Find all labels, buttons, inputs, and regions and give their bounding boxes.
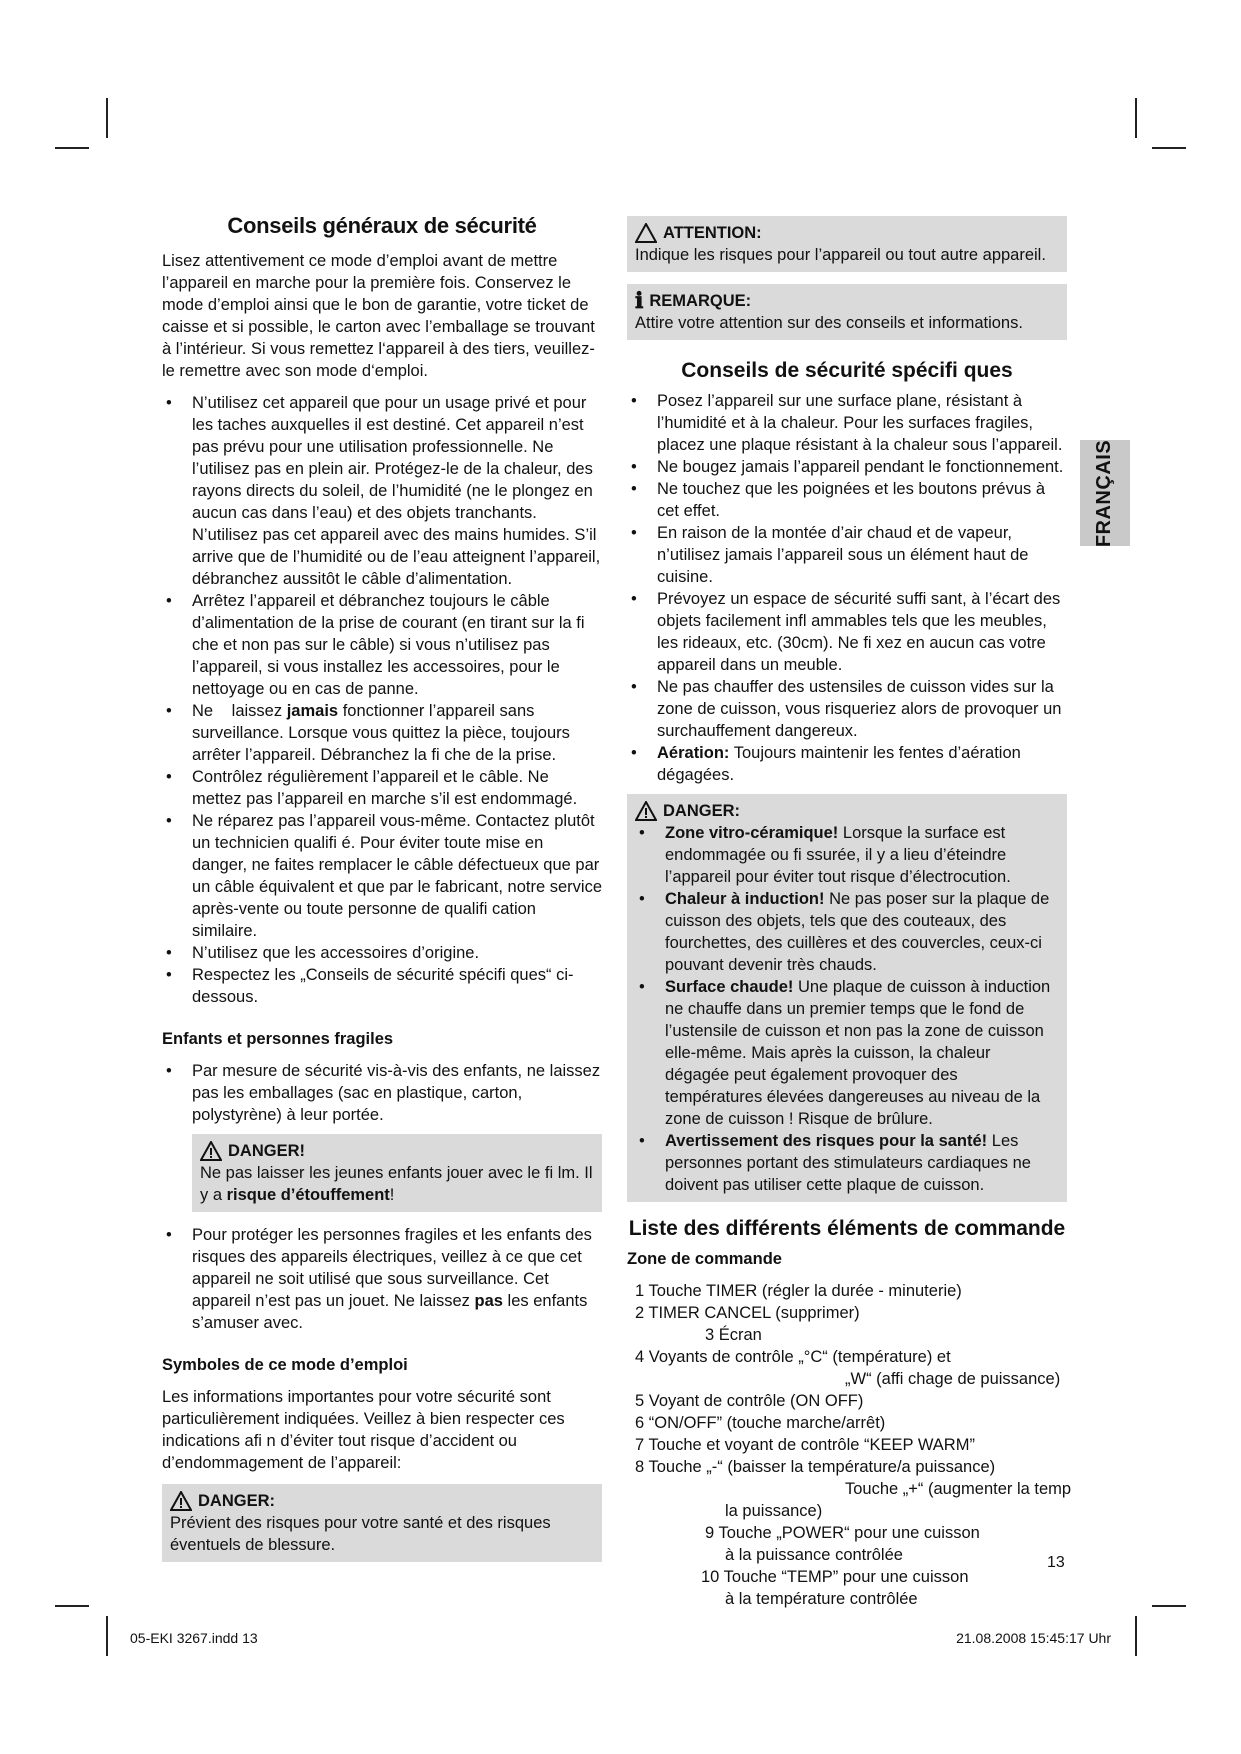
danger-bold: risque d’étouffement: [226, 1186, 390, 1204]
list-item: • Prévoyez un espace de sécurité suffi sant, à l’écart des objets facilement infl ammables tels que les meubles, les rideaux, etc. (30cm). Ne fi xez en aucun cas votre appareil dans un meuble.: [627, 588, 1067, 676]
bullet-bold: Surface chaude!: [665, 978, 794, 996]
list-item: 2 TIMER CANCEL (supprimer): [635, 1304, 860, 1322]
crop-mark: [106, 1616, 108, 1656]
danger-end: !: [389, 1186, 395, 1204]
bullet-text: Lorsque la surface est endommagée ou fi ssurée, il y a lieu d’éteindre l’appareil pour éviter tout risque d’électrocution.: [665, 824, 1011, 886]
symbols-paragraph: Les informations importantes pour votre sécurité sont particulièrement indiquées. Veillez à bien respecter ces indications afi n d’éviter tout risque d’accident ou d’endommagement de l’appareil:: [162, 1388, 565, 1472]
warning-triangle-icon: [635, 801, 657, 821]
danger-text: [200, 1162, 594, 1206]
remarque-text: Attire votre attention sur des conseils et informations.: [635, 314, 1023, 332]
list-item: Touche „+“ (augmenter la temp: [845, 1480, 1072, 1498]
bullet-text: Pour protéger les personnes fragiles et les enfants des risques des appareils électriques, veillez à ce que cet appareil ne soit utilisé que sous surveillance. Cet appareil n’est pas un jouet. Ne laissez: [192, 1226, 592, 1310]
list-item: • Ne pas chauffer des ustensiles de cuisson vides sur la zone de cuisson, vous risqueriez alors de provoquer un surchauffement dangereux.: [627, 676, 1067, 742]
crop-mark: [1135, 98, 1137, 138]
zone-heading: Zone de commande: [627, 1250, 782, 1268]
list-item: • Contrôlez régulièrement l’appareil et le câble. Ne mettez pas l’appareil en marche s’il est endommagé.: [162, 766, 602, 810]
list-item: 9 Touche „POWER“ pour une cuisson: [705, 1524, 980, 1542]
danger-box-film: [192, 1134, 602, 1212]
crop-mark: [1152, 1605, 1186, 1607]
bullet-text: fonctionner l’appareil sans surveillance. Lorsque vous quittez la pièce, toujours arrêter l’appareil. Débranchez la fi che de la prise.: [192, 702, 570, 764]
controls-list: [635, 1280, 1072, 1610]
danger-title-text: DANGER!: [228, 1142, 305, 1160]
attention-title-text: ATTENTION:: [663, 224, 762, 242]
general-safety-title: Conseils généraux de sécurité: [227, 213, 537, 238]
crop-mark: [106, 98, 108, 138]
bullet-text: Toujours maintenir les fentes d’aération dégagées.: [657, 744, 1021, 784]
list-item: • En raison de la montée d’air chaud et de vapeur, n’utilisez jamais l’appareil sous un élément haut de cuisine.: [627, 522, 1067, 588]
bullet-text: Une plaque de cuisson à induction ne chauffe dans un premier temps que le fond de l’ustensile de cuisson et non pas la zone de cuisson elle-même. Mais après la cuisson, la chaleur dégagée peut également provoquer des températures élevées dangereuses au niveau de la zone de cuisson ! Risque de brûlure.: [665, 978, 1051, 1128]
crop-mark: [55, 147, 89, 149]
list-item: la puissance): [725, 1502, 823, 1520]
danger-box-induction: [627, 794, 1067, 1202]
language-tab-label: FRANÇAIS: [1093, 439, 1116, 547]
list-item: [635, 822, 1059, 888]
list-item: 4 Voyants de contrôle „°C“ (température) et: [635, 1348, 951, 1366]
danger-text: Prévient des risques pour votre santé et des risques éventuels de blessure.: [170, 1514, 551, 1554]
footer-right: 21.08.2008 15:45:17 Uhr: [956, 1630, 1111, 1646]
list-item: • Ne bougez jamais l’appareil pendant le fonctionnement.: [627, 456, 1067, 478]
bullet-text: Ne pas poser sur la plaque de cuisson des objets, tels que des couteaux, des fourchettes, des cuillères et des couvercles, ceux-ci pouvant devenir très chauds.: [665, 890, 1050, 974]
danger-list: [635, 822, 1059, 1196]
bullet-bold: Aération:: [657, 744, 730, 762]
bullet-text: Les personnes portant des stimulateurs cardiaques ne doivent pas utiliser cette plaque de cuisson.: [665, 1132, 1031, 1194]
crop-mark: [1152, 147, 1186, 149]
warning-triangle-icon: [170, 1491, 192, 1511]
list-item: [162, 700, 602, 766]
list-item: [635, 976, 1059, 1130]
bullet-text: les enfants s’amuser avec.: [192, 1292, 588, 1332]
list-item: [635, 888, 1059, 976]
danger-title: [635, 800, 1059, 822]
list-item: 10 Touche “TEMP” pour une cuisson: [701, 1568, 969, 1586]
danger-box-symbol: [162, 1484, 602, 1562]
attention-title: [635, 222, 1059, 244]
bullet-bold: Chaleur à induction!: [665, 890, 825, 908]
list-item: [162, 1224, 602, 1334]
list-item: • Par mesure de sécurité vis-à-vis des enfants, ne laissez pas les emballages (sac en plastique, carton, polystyrène) à leur portée.: [162, 1060, 602, 1126]
list-item: • Posez l’appareil sur une surface plane, résistant à l’humidité et à la chaleur. Pour les surfaces fragiles, placez une plaque résistant à la chaleur sous l’appareil.: [627, 390, 1067, 456]
bullet-bold: jamais: [286, 702, 339, 720]
list-item: • N’utilisez que les accessoires d’origine.: [162, 942, 602, 964]
warning-triangle-icon: [635, 223, 657, 243]
crop-mark: [55, 1605, 89, 1607]
list-item: • N’utilisez cet appareil que pour un usage privé et pour les taches auxquelles il est destiné. Cet appareil n’est pas prévu pour une utilisation professionnelle. Ne l’utilisez pas en plein air. Protégez-le de la chaleur, des rayons directs du soleil, de l’humidité (ne le plongez en aucun cas dans l’eau) et des objets tranchants. N’utilisez pas cet appareil avec des mains humides. S’il arrive que de l’humidité ou de l’eau atteignent l’appareil, débranchez aussitôt le câble d’alimentation.: [162, 392, 602, 590]
bullet-bold: pas: [474, 1292, 503, 1310]
attention-box: [627, 216, 1067, 272]
list-item: à la température contrôlée: [725, 1590, 918, 1608]
danger-title-text: DANGER:: [198, 1492, 275, 1510]
remarque-title-text: REMARQUE:: [649, 292, 752, 310]
danger-title: [170, 1490, 594, 1512]
danger-body: Ne pas laisser les jeunes enfants jouer avec le fi lm. Il y a: [200, 1164, 593, 1204]
children-heading: Enfants et personnes fragiles: [162, 1030, 394, 1048]
specific-safety-title: Conseils de sécurité spécifi ques: [681, 359, 1013, 382]
specific-safety-list: [627, 390, 1067, 786]
bullet-bold: Zone vitro-céramique!: [665, 824, 839, 842]
general-safety-list: [162, 392, 602, 1008]
list-item: 8 Touche „-“ (baisser la température/a puissance): [635, 1458, 996, 1476]
page-number: 13: [1047, 1554, 1065, 1571]
bullet-bold: Avertissement des risques pour la santé!: [665, 1132, 988, 1150]
children-list: [162, 1060, 602, 1126]
remarque-title: [635, 290, 1059, 312]
list-item: 3 Écran: [705, 1326, 762, 1344]
danger-title-text: DANGER:: [663, 802, 740, 820]
list-item: 1 Touche TIMER (régler la durée - minuterie): [635, 1282, 962, 1300]
symbols-heading: Symboles de ce mode d’emploi: [162, 1356, 408, 1374]
left-column: [162, 212, 602, 1574]
list-item: [627, 742, 1067, 786]
list-item: • Respectez les „Conseils de sécurité spécifi ques“ ci-dessous.: [162, 964, 602, 1008]
danger-title: [200, 1140, 594, 1162]
footer-left: 05-EKI 3267.indd 13: [130, 1630, 258, 1646]
list-item: [635, 1130, 1059, 1196]
list-item: • Ne touchez que les poignées et les boutons prévus à cet effet.: [627, 478, 1067, 522]
remarque-box: [627, 284, 1067, 340]
protect-list: [162, 1224, 602, 1334]
controls-title: Liste des différents éléments de commande: [628, 1217, 1066, 1240]
list-item: 5 Voyant de contrôle (ON OFF): [635, 1392, 864, 1410]
list-item: • Ne réparez pas l’appareil vous-même. Contactez plutôt un technicien qualifi é. Pour éviter toute mise en danger, ne faites remplacer le câble défectueux que par un câble équivalent et que par le fabricant, notre service après-vente ou toute personne de qualifi cation similaire.: [162, 810, 602, 942]
bullet-text: Ne laissez: [192, 702, 283, 720]
list-item: „W“ (affi chage de puissance): [845, 1370, 1061, 1388]
list-item: à la puissance contrôlée: [725, 1546, 903, 1564]
language-tab: [1080, 440, 1130, 546]
right-column: [627, 212, 1072, 1610]
intro-paragraph: Lisez attentivement ce mode d’emploi avant de mettre l’appareil en marche pour la première fois. Conservez le mode d’emploi ainsi que le bon de garantie, votre ticket de caisse et si possible, le carton avec l’emballage se trouvant à l’intérieur. Si vous remettez l‘appareil à des tiers, veuillez-le remettre avec son mode d‘emploi.: [162, 252, 595, 380]
list-item: • Arrêtez l’appareil et débranchez toujours le câble d’alimentation de la prise de courant (en tirant sur la fi che et non pas sur le câble) si vous n’utilisez pas l’appareil, si vous installez les accessoires, pour le nettoyage ou en cas de panne.: [162, 590, 602, 700]
info-icon: ℹ: [635, 288, 644, 314]
warning-triangle-icon: [200, 1141, 222, 1161]
list-item: 7 Touche et voyant de contrôle “KEEP WARM”: [635, 1436, 975, 1454]
crop-mark: [1135, 1616, 1137, 1656]
attention-text: Indique les risques pour l’appareil ou tout autre appareil.: [635, 246, 1046, 264]
list-item: 6 “ON/OFF” (touche marche/arrêt): [635, 1414, 886, 1432]
